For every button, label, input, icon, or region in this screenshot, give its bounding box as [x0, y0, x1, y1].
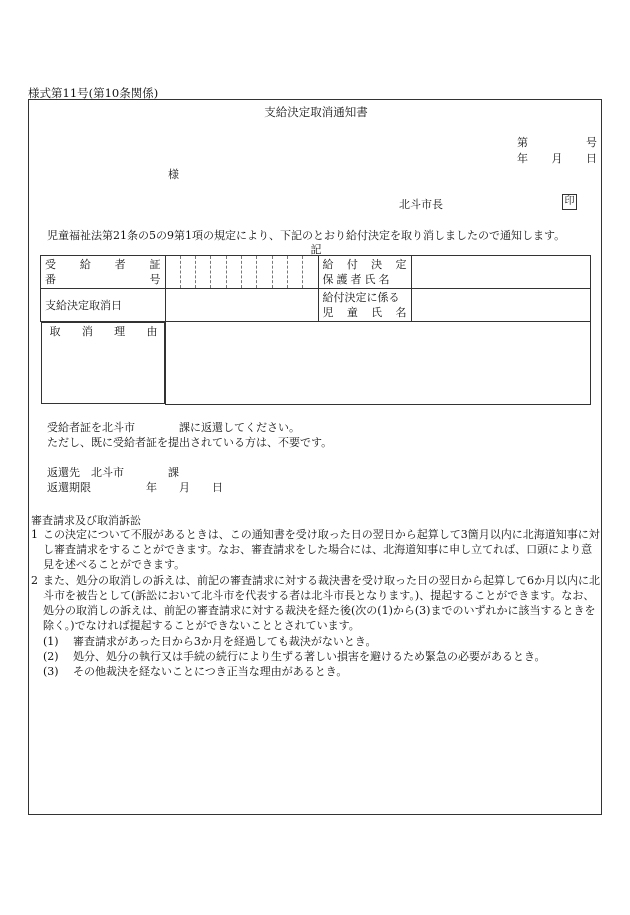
- table-row: [41, 256, 591, 289]
- number-suffix: 号: [586, 136, 597, 149]
- guardian-name-label: 給 付 決 定 保護者氏名: [318, 256, 411, 289]
- return-deadline: 返還期限 年 月 日: [47, 481, 223, 494]
- recipient-number-digits-field[interactable]: [165, 256, 318, 289]
- notice-frame: [28, 99, 602, 815]
- return-exemption-note: ただし、既に受給者証を提出されている方は、不要です。: [47, 436, 333, 449]
- appeal-heading: 審査請求及び取消訴訟: [31, 514, 141, 527]
- appeal-exception-2: (2) 処分、処分の執行又は手続の続行により生ずる著しい損害を避けるため緊急の必要があるとき。: [43, 650, 546, 663]
- date-day: 日: [586, 152, 597, 165]
- intro-text: 児童福祉法第21条の5の9第1項の規定により、下記のとおり給付決定を取り消しましたので通知します。: [47, 229, 566, 242]
- date-year: 年: [517, 152, 528, 165]
- cancel-date-field[interactable]: [165, 289, 318, 322]
- cancel-reason-field[interactable]: [165, 322, 591, 405]
- number-prefix: 第: [517, 136, 528, 149]
- form-number-label: 様式第11号(第10条関係): [28, 86, 159, 100]
- cancel-reason-label: 取 消 理 由: [41, 322, 165, 404]
- date-month: 月: [551, 152, 563, 165]
- document-date-line: [517, 150, 597, 166]
- table-row: [41, 322, 591, 405]
- recipient-number-label: 受 給 者 証 番 号: [41, 256, 166, 289]
- issuer-name: 北斗市長: [399, 198, 443, 211]
- appeal-paragraph-1: 1 この決定について不服があるときは、この通知書を受け取った日の翌日から起算して3箇月以内に北海道知事に対し審査請求をすることができます。なお、審査請求をした場合には、北海道知事に申し立てれば、口頭により意見を述べることができます。: [31, 528, 600, 571]
- child-name-field[interactable]: [411, 289, 591, 322]
- return-destination: 返還先 北斗市 課: [47, 466, 179, 479]
- document-title: 支給決定取消通知書: [264, 105, 368, 119]
- guardian-name-field[interactable]: [411, 256, 591, 289]
- info-table: [40, 255, 591, 405]
- table-row: [41, 289, 591, 322]
- appeal-exception-1: (1) 審査請求があった日から3か月を経過しても裁決がないとき。: [43, 635, 377, 648]
- return-instruction: 受給者証を北斗市 課に返還してください。: [47, 421, 300, 434]
- appeal-paragraph-2: 2 また、処分の取消しの訴えは、前記の審査請求に対する裁決書を受け取った日の翌日から起算して6か月以内に北斗市を被告として(訴訟において北斗市を代表する者は北斗市長となります。)、提起することができます。なお、処分の取消しの訴えは、前記の審査請求に対する裁決を経た後(次の(1)から(3)までのいずれかに該当するときを除く。)でなければ提起することができないこととされています。: [31, 574, 600, 632]
- seal-stamp-icon: 印: [562, 194, 577, 210]
- appeal-exception-3: (3) その他裁決を経ないことにつき正当な理由があるとき。: [43, 665, 348, 678]
- document-number-line: [517, 134, 597, 150]
- ki-heading: 記: [310, 243, 322, 256]
- cancel-date-label: 支給決定取消日: [41, 289, 166, 322]
- child-name-label: 給付決定に係る 児 童 氏 名: [318, 289, 411, 322]
- addressee-suffix: 様: [168, 168, 179, 181]
